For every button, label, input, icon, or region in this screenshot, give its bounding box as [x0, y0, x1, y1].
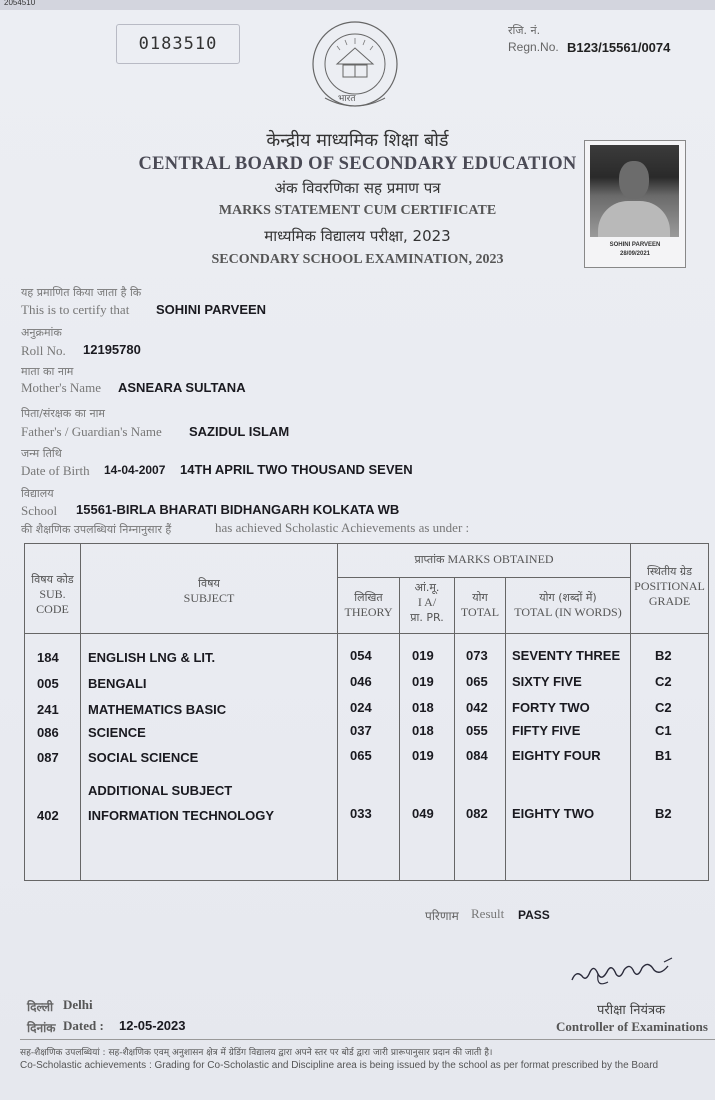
dated-value: 12-05-2023 [119, 1018, 186, 1033]
header-total-words: योग (शब्दों में) TOTAL (IN WORDS) [506, 578, 631, 634]
school-name: 15561-BIRLA BHARATI BIDHANGARH KOLKATA WB [76, 502, 400, 517]
header-marks-obtained: प्राप्तांक MARKS OBTAINED [338, 544, 631, 578]
photo-image [590, 145, 679, 237]
roll-number: 12195780 [83, 342, 141, 357]
row-theory: 024 [350, 700, 372, 715]
row-grade: C2 [655, 700, 672, 715]
dob-label: Date of Birth [21, 463, 90, 478]
code-column [25, 634, 81, 881]
certify-label: This is to certify that [21, 302, 130, 317]
row-theory: 054 [350, 648, 372, 663]
words-column [506, 634, 631, 881]
row-total: 073 [466, 648, 488, 663]
exam-title-english: SECONDARY SCHOOL EXAMINATION, 2023 [211, 252, 504, 267]
row-grade: B2 [655, 806, 672, 821]
row-ia: 019 [412, 648, 434, 663]
grade-column [631, 634, 709, 881]
row-code: 241 [37, 702, 59, 717]
row-theory: 046 [350, 674, 372, 689]
regn-number: B123/15561/0074 [567, 40, 671, 55]
place-hindi: दिल्ली [27, 1000, 54, 1014]
subject-column [81, 634, 338, 881]
row-code: 402 [37, 808, 59, 823]
top-strip [0, 0, 715, 10]
mother-label: Mother's Name [21, 380, 101, 395]
roll-hindi: अनुक्रमांक [21, 326, 62, 339]
student-photo [584, 140, 686, 268]
row-words: EIGHTY TWO [512, 806, 595, 821]
header-grade: स्थितीय ग्रेड POSITIONAL GRADE [631, 544, 709, 634]
row-total: 065 [466, 674, 488, 689]
school-label: School [21, 503, 58, 518]
exam-title-hindi: माध्यमिक विद्यालय परीक्षा, 2023 [264, 227, 451, 245]
row-subject: SCIENCE [88, 725, 146, 740]
place-english: Delhi [63, 997, 93, 1012]
controller-hindi: परीक्षा नियंत्रक [597, 1003, 666, 1018]
row-ia: 019 [412, 748, 434, 763]
row-ia: 018 [412, 700, 434, 715]
result-label: Result [471, 906, 505, 921]
row-subject: BENGALI [88, 676, 147, 691]
row-subject: INFORMATION TECHNOLOGY [88, 808, 275, 823]
header-theory: लिखित THEORY [338, 578, 400, 634]
row-words: EIGHTY FOUR [512, 748, 601, 763]
footnote-hindi: सह-शैक्षणिक उपलब्धियां : सह-शैक्षणिक एवम् अनुशासन क्षेत्र में ग्रेडिंग विद्यालय द्वारा अपने स्तर पर बोर्ड द्वारा जारी प्रारूपानुसार प्रदान की जाती है। [20, 1048, 493, 1058]
marks-table [24, 543, 709, 881]
row-subject: SOCIAL SCIENCE [88, 750, 199, 765]
dob-hindi: जन्म तिथि [21, 447, 62, 460]
row-total: 082 [466, 806, 488, 821]
row-ia: 018 [412, 723, 434, 738]
row-grade: C1 [655, 723, 672, 738]
row-code: 087 [37, 750, 59, 765]
row-total: 084 [466, 748, 488, 763]
certificate-title-hindi: अंक विवरणिका सह प्रमाण पत्र [274, 179, 441, 197]
father-label: Father's / Guardian's Name [21, 424, 162, 439]
row-grade: C2 [655, 674, 672, 689]
additional-subject-heading: ADDITIONAL SUBJECT [88, 783, 233, 798]
controller-signature [568, 952, 678, 992]
board-name-english: CENTRAL BOARD OF SECONDARY EDUCATION [138, 154, 577, 174]
achievement-hindi: की शैक्षणिक उपलब्धियां निम्नानुसार हैं [21, 523, 172, 536]
row-code: 184 [37, 650, 59, 665]
row-total: 042 [466, 700, 488, 715]
dob-value: 14-04-2007 [104, 463, 166, 477]
row-words: SIXTY FIVE [512, 674, 582, 689]
dated-hindi: दिनांक [27, 1021, 56, 1035]
theory-column [338, 634, 400, 881]
regn-hindi-label: रजि. नं. [508, 24, 541, 37]
photo-date: 28/09/2021 [619, 251, 651, 257]
father-name: SAZIDUL ISLAM [189, 424, 290, 439]
student-name: SOHINI PARVEEN [156, 302, 267, 317]
footer-divider [20, 1039, 715, 1040]
board-name-hindi: केन्द्रीय माध्यमिक शिक्षा बोर्ड [266, 130, 449, 151]
header-total: योग TOTAL [455, 578, 506, 634]
row-ia: 019 [412, 674, 434, 689]
row-code: 086 [37, 725, 59, 740]
row-grade: B2 [655, 648, 672, 663]
controller-title: Controller of Examinations [556, 1019, 708, 1034]
result-value: PASS [518, 908, 550, 922]
row-words: FORTY TWO [512, 700, 590, 715]
row-theory: 033 [350, 806, 372, 821]
row-theory: 037 [350, 723, 372, 738]
emblem-caption: भारत [338, 94, 356, 104]
regn-label: Regn.No. [508, 40, 559, 54]
school-hindi: विद्यालय [21, 487, 54, 500]
row-theory: 065 [350, 748, 372, 763]
photo-name: SOHINI PARVEEN [609, 242, 661, 248]
header-code: विषय कोड SUB. CODE [25, 544, 81, 634]
row-subject: ENGLISH LNG & LIT. [88, 650, 216, 665]
mother-name: ASNEARA SULTANA [118, 380, 246, 395]
row-total: 055 [466, 723, 488, 738]
mother-hindi: माता का नाम [21, 365, 74, 378]
dated-label: Dated : [63, 1018, 104, 1033]
ia-column [400, 634, 455, 881]
top-code: 2054510 [4, 0, 36, 7]
footnote-english: Co-Scholastic achievements : Grading for Co-Scholastic and Discipline area is being issued by the school as per format prescribed by the Board [20, 1060, 659, 1071]
total-column [455, 634, 506, 881]
roll-label: Roll No. [21, 343, 66, 358]
row-subject: MATHEMATICS BASIC [88, 702, 227, 717]
row-words: FIFTY FIVE [512, 723, 581, 738]
achievement-text: has achieved Scholastic Achievements as under : [215, 520, 470, 535]
dob-words: 14TH APRIL TWO THOUSAND SEVEN [180, 462, 413, 477]
certify-hindi: यह प्रमाणित किया जाता है कि [21, 286, 142, 299]
certificate-title-english: MARKS STATEMENT CUM CERTIFICATE [218, 203, 497, 218]
result-hindi: परिणाम [425, 909, 459, 923]
row-words: SEVENTY THREE [512, 648, 621, 663]
row-ia: 049 [412, 806, 434, 821]
header-subject: विषय SUBJECT [81, 544, 338, 634]
father-hindi: पिता/संरक्षक का नाम [21, 407, 106, 420]
serial-number: 0183510 [116, 24, 240, 64]
row-grade: B1 [655, 748, 672, 763]
header-ia: आं.मू. I A/ प्रा. PR. [400, 578, 455, 634]
row-code: 005 [37, 676, 59, 691]
